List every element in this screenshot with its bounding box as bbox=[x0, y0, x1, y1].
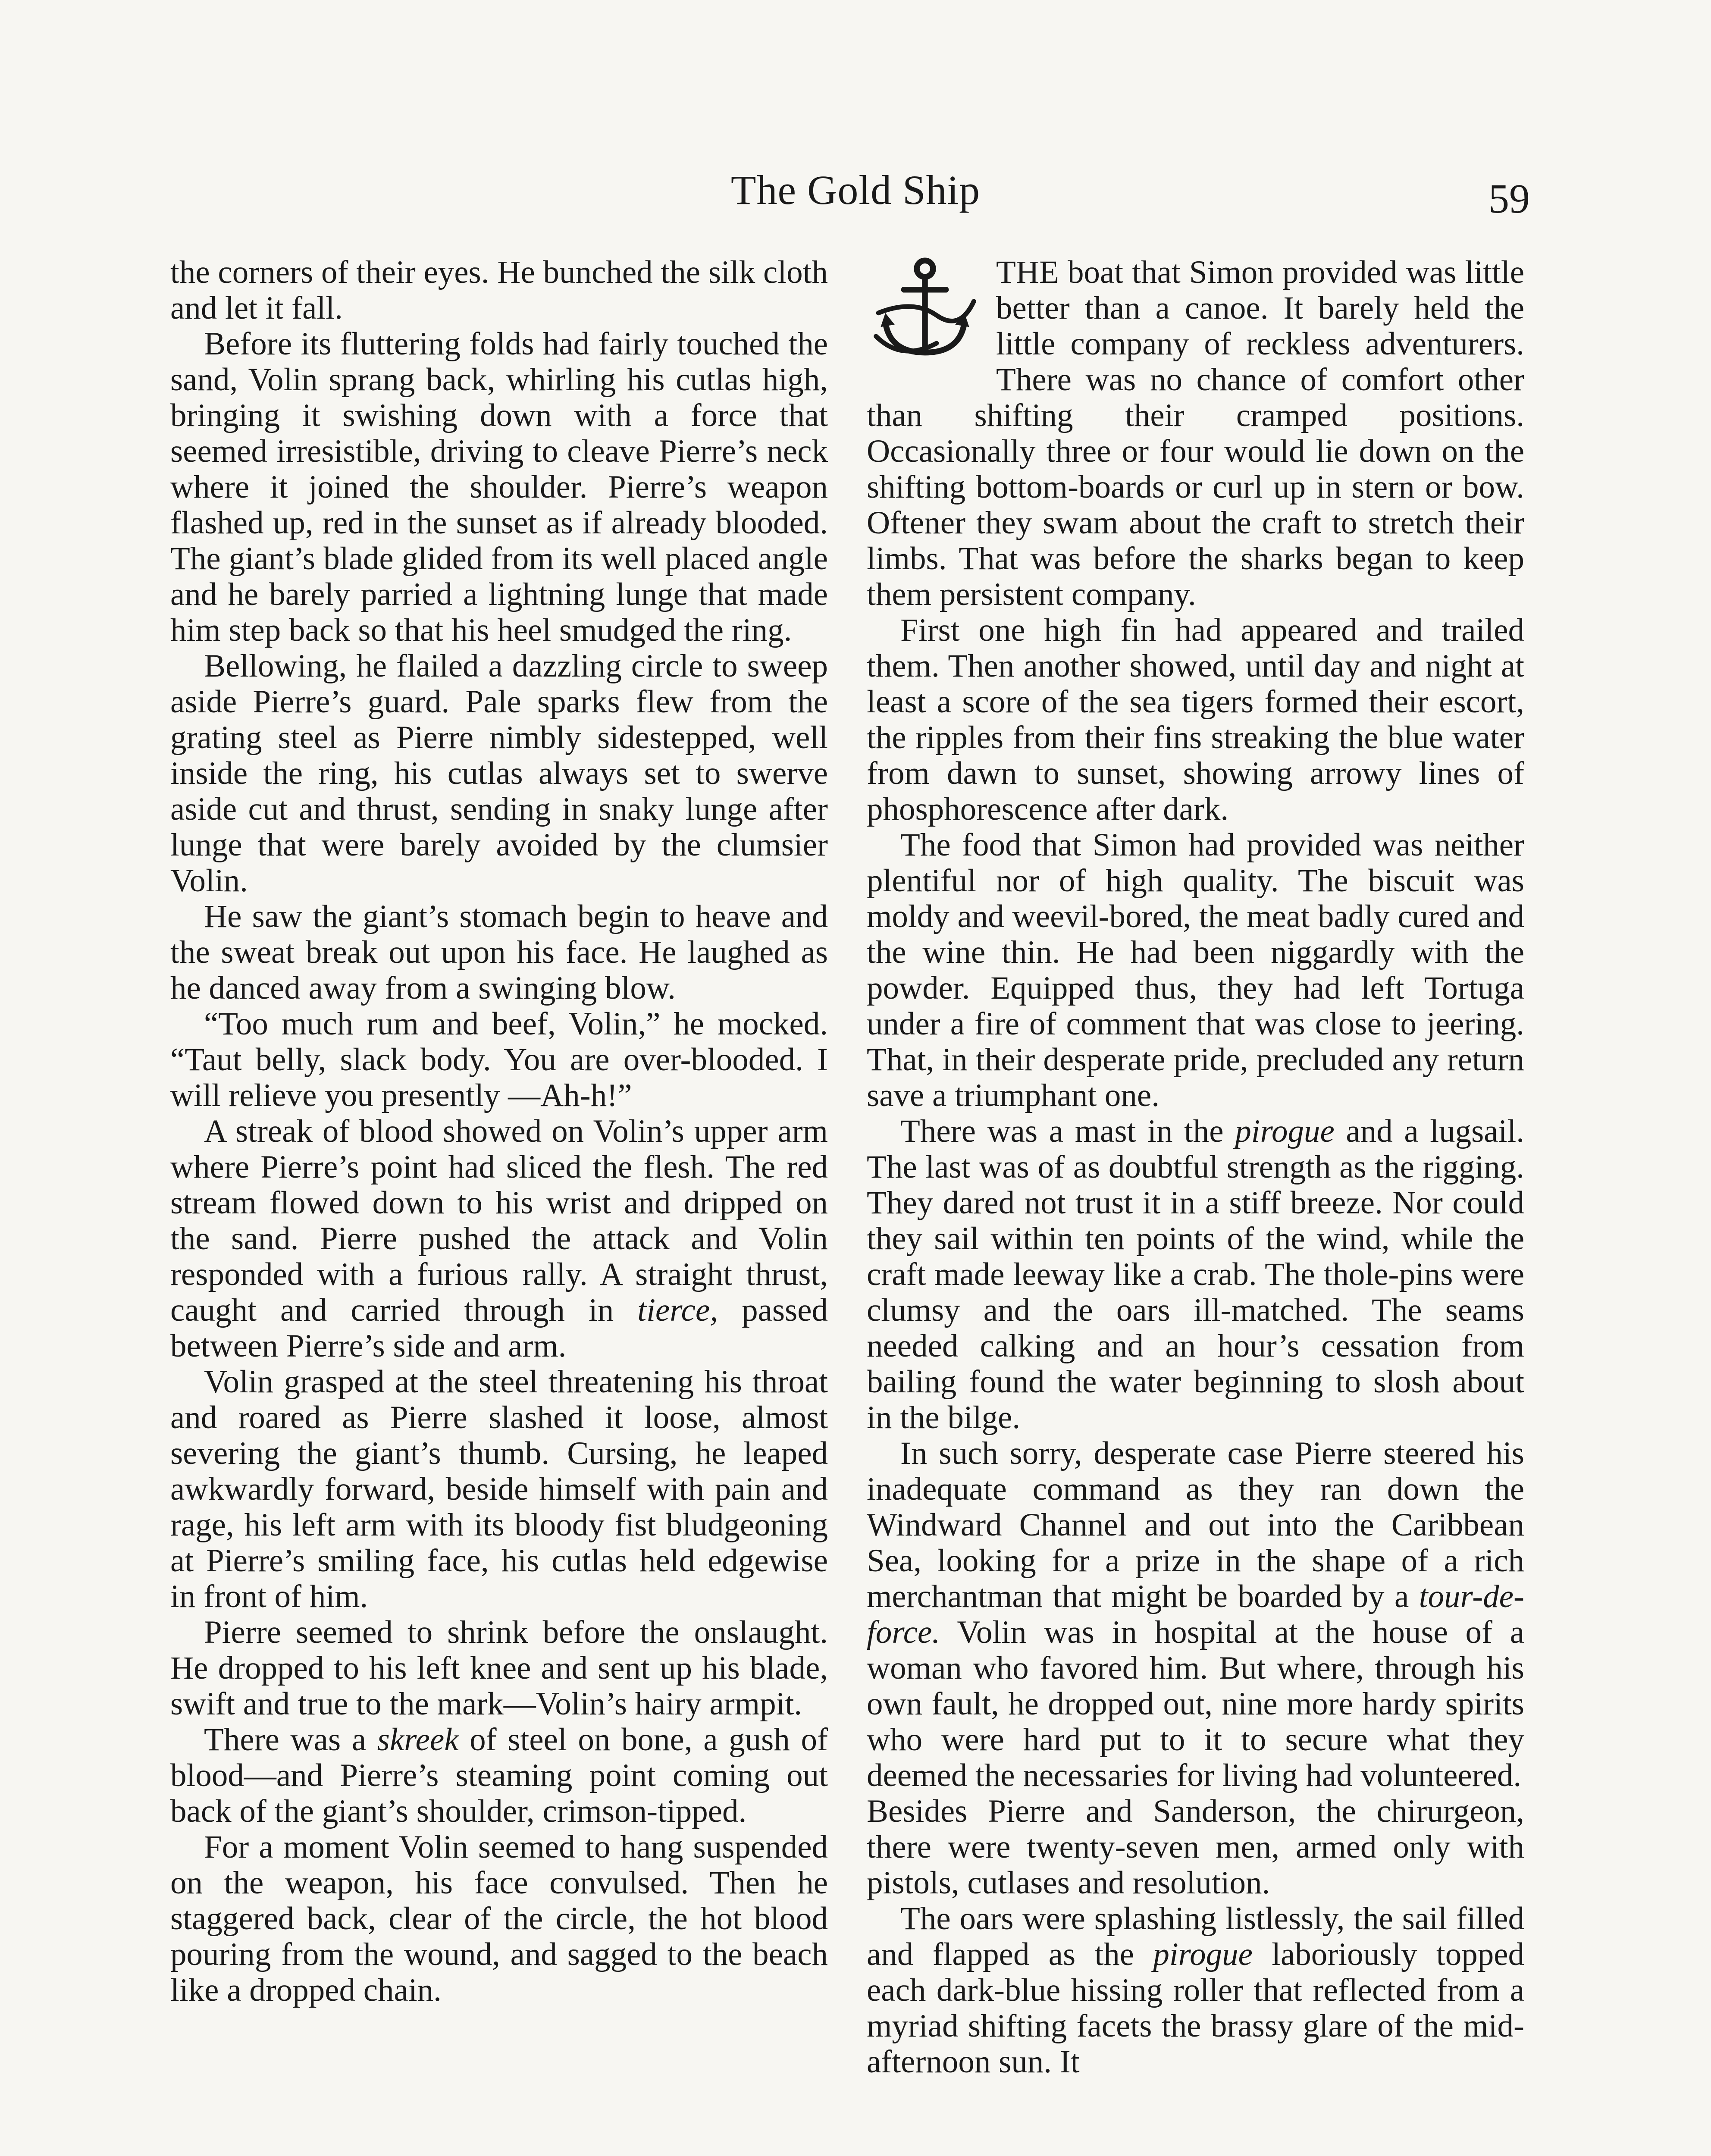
italic-term: tierce, bbox=[637, 1292, 718, 1328]
italic-term: tour-de-force. bbox=[867, 1579, 1524, 1650]
paragraph: Before its fluttering folds had fairly touched the sand, Volin sprang back, whirling his cutlas high, bringing it swishing down with a force that seemed irresistible, driving to cleave Pierre’s neck where it joined the shoulder. Pierre’s weapon flashed up, red in the sunset as if already blooded. The giant’s blade glided from its well placed angle and he barely parried a lightning lunge that made him step back so that his heel smudged the ring. bbox=[170, 326, 828, 648]
paragraph: A streak of blood showed on Volin’s upper arm where Pierre’s point had sliced the flesh. The red stream flowed down to his wrist and dripped on the sand. Pierre pushed the attack and Volin responded with a furious rally. A straight thrust, caught and carried through in tierce, passed between Pierre’s side and arm. bbox=[170, 1113, 828, 1364]
paragraph: First one high fin had appeared and trailed them. Then another showed, until day and night at least a score of the sea tigers formed their escort, the ripples from their fins streaking the blue water from dawn to sunset, showing arrowy lines of phosphorescence after dark. bbox=[867, 612, 1524, 827]
left-column bbox=[170, 254, 828, 2008]
paragraph: Volin grasped at the steel threatening his throat and roared as Pierre slashed it loose, almost severing the giant’s thumb. Cursing, he leaped awkwardly forward, beside himself with pain and rage, his left arm with its bloody fist bludgeoning at Pierre’s smiling face, his cutlas held edgewise in front of him. bbox=[170, 1364, 828, 1614]
paragraph: Pierre seemed to shrink before the onslaught. He dropped to his left knee and sent up his blade, swift and true to the mark—Volin’s hairy armpit. bbox=[170, 1614, 828, 1722]
paragraph: The food that Simon had provided was neither plentiful nor of high quality. The biscuit was moldy and weevil-bored, the meat badly cured and the wine thin. He had been niggardly with the powder. Equipped thus, they had left Tortuga under a fire of comment that was close to jeering. That, in their desperate pride, precluded any return save a triumphant one. bbox=[867, 827, 1524, 1113]
italic-term: pirogue bbox=[1153, 1937, 1253, 1972]
right-column bbox=[867, 254, 1524, 2080]
paragraph: In such sorry, desperate case Pierre steered his inadequate command as they ran down the Windward Channel and out into the Caribbean Sea, looking for a prize in the shape of a rich merchantman that might be boarded by a tour-de-force. Volin was in hospital at the house of a woman who favored him. But where, through his own fault, he dropped out, nine more hardy spirits who were hard put to it to secure what they deemed the necessaries for living had volunteered. bbox=[867, 1435, 1524, 1793]
paragraph: Besides Pierre and Sanderson, the chirurgeon, there were twenty-seven men, armed only with pistols, cutlases and resolution. bbox=[867, 1793, 1524, 1901]
italic-term: skreek bbox=[377, 1722, 459, 1758]
page-number: 59 bbox=[1489, 175, 1530, 222]
paragraph: The oars were splashing listlessly, the sail filled and flapped as the pirogue laboriously topped each dark-blue hissing roller that reflected from a myriad shifting facets the brassy glare of the mid-afternoon sun. It bbox=[867, 1901, 1524, 2080]
running-title: The Gold Ship bbox=[730, 167, 981, 213]
anchor-icon bbox=[867, 254, 987, 362]
paragraph: “Too much rum and beef, Volin,” he mocked. “Taut belly, slack body. You are over-blooded. I will relieve you presently —Ah-h!” bbox=[170, 1006, 828, 1113]
paragraph: There was a skreek of steel on bone, a gush of blood—and Pierre’s steaming point coming out back of the giant’s shoulder, crimson-tipped. bbox=[170, 1722, 828, 1829]
paragraph: He saw the giant’s stomach begin to heave and the sweat break out upon his face. He laughed as he danced away from a swinging blow. bbox=[170, 899, 828, 1006]
paragraph: For a moment Volin seemed to hang suspended on the weapon, his face convulsed. Then he staggered back, clear of the circle, the hot blood pouring from the wound, and sagged to the beach like a dropped chain. bbox=[170, 1829, 828, 2008]
paragraph: THE boat that Simon provided was little better than a canoe. It barely held the little company of reckless adventurers. There was no chance of comfort other than shifting their cramped positions. Occasionally three or four would lie down on the shifting bottom-boards or curl up in stern or bow. Oftener they swam about the craft to stretch their limbs. That was before the sharks began to keep them persistent company. bbox=[867, 254, 1524, 612]
paragraph: There was a mast in the pirogue and a lugsail. The last was of as doubtful strength as the rigging. They dared not trust it in a stiff breeze. Nor could they sail within ten points of the wind, while the craft made leeway like a crab. The thole-pins were clumsy and the oars ill-matched. The seams needed calking and an hour’s cessation from bailing found the water beginning to slosh about in the bilge. bbox=[867, 1113, 1524, 1435]
italic-term: pirogue bbox=[1235, 1113, 1335, 1149]
paragraph: the corners of their eyes. He bunched the silk cloth and let it fall. bbox=[170, 254, 828, 326]
paragraph: Bellowing, he flailed a dazzling circle to sweep aside Pierre’s guard. Pale sparks flew from the grating steel as Pierre nimbly sidestepped, well inside the ring, his cutlas always set to swerve aside cut and thrust, sending in snaky lunge after lunge that were barely avoided by the clumsier Volin. bbox=[170, 648, 828, 899]
